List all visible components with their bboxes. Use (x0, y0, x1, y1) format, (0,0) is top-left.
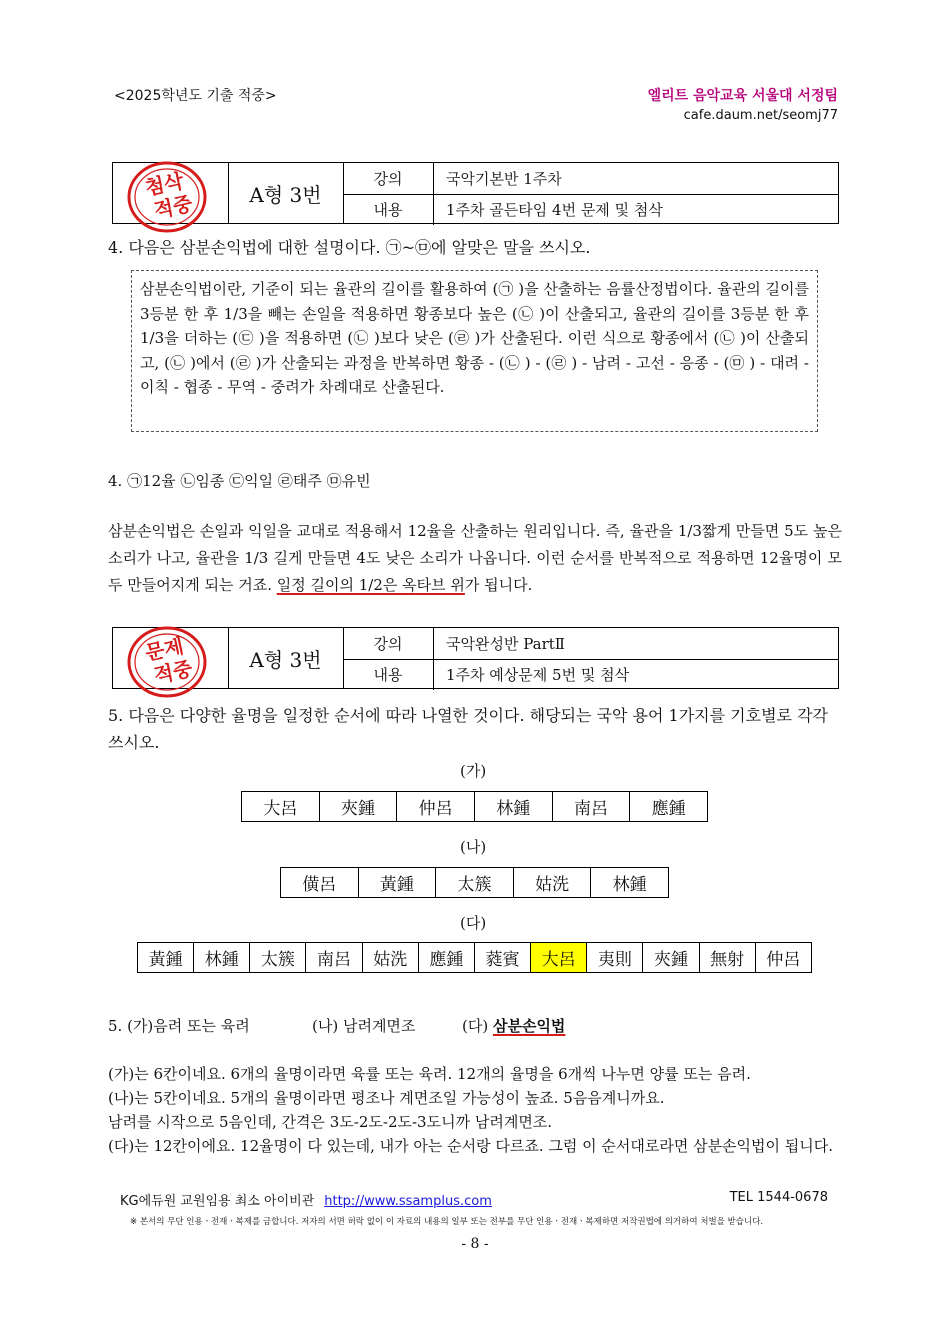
header-left: <2025학년도 기출 적중> (114, 88, 277, 104)
explanation-5-line: (다)는 12칸이에요. 12율명이 다 있는데, 내가 아는 순서랑 다르죠. 그럼 이 순서대로라면 삼분손익법이 됩니다. (108, 1137, 834, 1155)
stamp-icon (121, 618, 213, 698)
sequence-cell: 大呂 (531, 943, 587, 973)
info-value: 국악완성반 PartⅡ (446, 635, 565, 653)
sequence-cell: 林鍾 (474, 792, 552, 822)
sequence-cell: 僙呂 (281, 868, 359, 898)
footer-link[interactable]: http://www.ssamplus.com (324, 1194, 492, 1209)
explanation-4-underlined: 일정 길이의 1/2은 옥타브 위 (276, 576, 465, 594)
explanation-4-text: 삼분손익법은 손일과 익일을 교대로 적용해서 12율을 산출하는 원리입니다. 즉, 율관을 1/3짧게 만들면 5도 높은 소리가 나고, 율관을 1/3 길게 만들면 4도 낮은 소리가 나옵니다. 이런 순서를 반복적으로 적용하면 12율명이 모두 만들어지게 되는 거죠. (108, 522, 842, 594)
stamp-cell (113, 163, 229, 223)
sequence-cell: 太簇 (436, 868, 514, 898)
label-na: (나) (460, 838, 487, 856)
stamp-text-top: 문제 (142, 633, 186, 666)
sequence-cell: 姑洗 (362, 943, 418, 973)
answer-5-c-label: (다) (462, 1017, 493, 1035)
question-type: A형 3번 (228, 628, 344, 688)
stamp-icon (121, 153, 213, 233)
info-key: 강의 (343, 628, 434, 659)
sequence-cell: 應鍾 (418, 943, 474, 973)
sequence-cell: 黃鍾 (138, 943, 194, 973)
info-value: 1주차 예상문제 5번 및 첨삭 (446, 666, 630, 684)
info-table-1 (112, 162, 839, 224)
sequence-cell: 夾鍾 (643, 943, 699, 973)
sequence-cell: 仲呂 (755, 943, 811, 973)
header-url: cafe.daum.net/seomj77 (683, 108, 838, 123)
sequence-cell: 應鍾 (630, 792, 708, 822)
info-key: 내용 (343, 194, 434, 225)
info-row-lecture (343, 628, 838, 660)
sequence-cell: 無射 (699, 943, 755, 973)
sequence-cell: 蕤賓 (474, 943, 530, 973)
info-table-2 (112, 627, 839, 689)
info-value: 1주차 골든타임 4번 문제 및 첨삭 (446, 201, 663, 219)
stamp-text-top: 첨삭 (142, 168, 186, 201)
sequence-da (137, 942, 812, 973)
stamp-text-bottom: 적중 (151, 656, 195, 688)
info-row-content (343, 659, 838, 690)
answer-5-c (462, 1015, 565, 1036)
info-row-lecture (343, 163, 838, 195)
answer-4: 4. ㉠12율 ㉡임종 ㉢익일 ㉣태주 ㉤유빈 (108, 472, 371, 490)
sequence-cell: 姑洗 (513, 868, 591, 898)
sequence-cell: 南呂 (306, 943, 362, 973)
page-number: - 8 - (461, 1236, 489, 1252)
answer-5-c-value: 삼분손익법 (492, 1017, 566, 1035)
sequence-cell: 夾鍾 (319, 792, 397, 822)
info-key: 내용 (343, 659, 434, 690)
question-5: 5. 다음은 다양한 율명을 일정한 순서에 따라 나열한 것이다. 해당되는 국악 용어 1가지를 기호별로 각각 쓰시오. (108, 706, 828, 752)
explanation-5-line: (나)는 5칸이네요. 5개의 율명이라면 평조나 계면조일 가능성이 높죠. 5음음계니까요. (108, 1089, 665, 1107)
sequence-cell: 南呂 (552, 792, 630, 822)
explanation-5 (108, 1062, 842, 1158)
label-ga: (가) (460, 762, 487, 780)
label-da: (다) (460, 914, 487, 932)
explanation-5-line: 남려를 시작으로 5음인데, 간격은 3도-2도-2도-3도니까 남려계면조. (108, 1113, 553, 1131)
footer-org (120, 1190, 492, 1209)
info-key: 강의 (343, 163, 434, 194)
header-right: 엘리트 음악교육 서울대 서정팀 (647, 88, 838, 104)
stamp-cell (113, 628, 229, 688)
sequence-cell: 林鍾 (194, 943, 250, 973)
info-row-content (343, 194, 838, 225)
footer-notice: ※ 본서의 무단 인용ㆍ전재ㆍ복제를 금합니다. 저자의 서면 허락 없이 이 자료의 내용의 일부 또는 전부를 무단 인용ㆍ전재ㆍ복제하면 저작권법에 의거하여 처벌을 받습니다. (130, 1217, 764, 1227)
sequence-na (280, 867, 669, 898)
answer-5-b: (나) 남려계면조 (312, 1017, 416, 1035)
sequence-cell: 黃鍾 (358, 868, 436, 898)
explanation-4-end: 가 됩니다. (464, 576, 533, 594)
question-4-box: 삼분손익법이란, 기준이 되는 율관의 길이를 활용하여 (㉠ )을 산출하는 음률산정법이다. 율관의 길이를 3등분 한 후 1/3을 빼는 손일을 적용하면 황종보다 높은 (㉡ )이 산출되고, 율관의 길이를 3등분 한 후 1/3을 더하는 (㉢ )을 적용하면 (㉡ )보다 낮은 (㉣ )가 산출된다. 이런 식으로 황종에서 (㉡ )이 산출되고, (㉡ )에서 (㉣ )가 산출되는 과정을 반복하면 황종 - (㉡ ) - (㉣ ) - 남려 - 고선 - 응종 - (㉤ ) - 대려 - 이칙 - 협종 - 무역 - 중려가 차례대로 산출된다. (131, 270, 818, 432)
sequence-cell: 仲呂 (397, 792, 475, 822)
sequence-cell: 林鍾 (591, 868, 669, 898)
sequence-cell: 夷則 (587, 943, 643, 973)
footer-org-text: KG에듀원 교원임용 최소 아이비관 (120, 1194, 315, 1209)
stamp-text-bottom: 적중 (151, 191, 195, 223)
explanation-5-line: (가)는 6칸이네요. 6개의 율명이라면 육률 또는 육려. 12개의 율명을 6개씩 나누면 양률 또는 음려. (108, 1065, 751, 1083)
sequence-cell: 太簇 (250, 943, 306, 973)
answer-5-a: 5. (가)음려 또는 육려 (108, 1017, 250, 1035)
footer-tel: TEL 1544-0678 (729, 1190, 828, 1205)
question-4: 4. 다음은 삼분손익법에 대한 설명이다. ㉠~㉤에 알맞은 말을 쓰시오. (108, 238, 591, 257)
sequence-cell: 大呂 (242, 792, 320, 822)
question-type: A형 3번 (228, 163, 344, 223)
info-value: 국악기본반 1주차 (446, 170, 562, 188)
sequence-ga (241, 791, 708, 822)
explanation-4 (108, 518, 842, 599)
